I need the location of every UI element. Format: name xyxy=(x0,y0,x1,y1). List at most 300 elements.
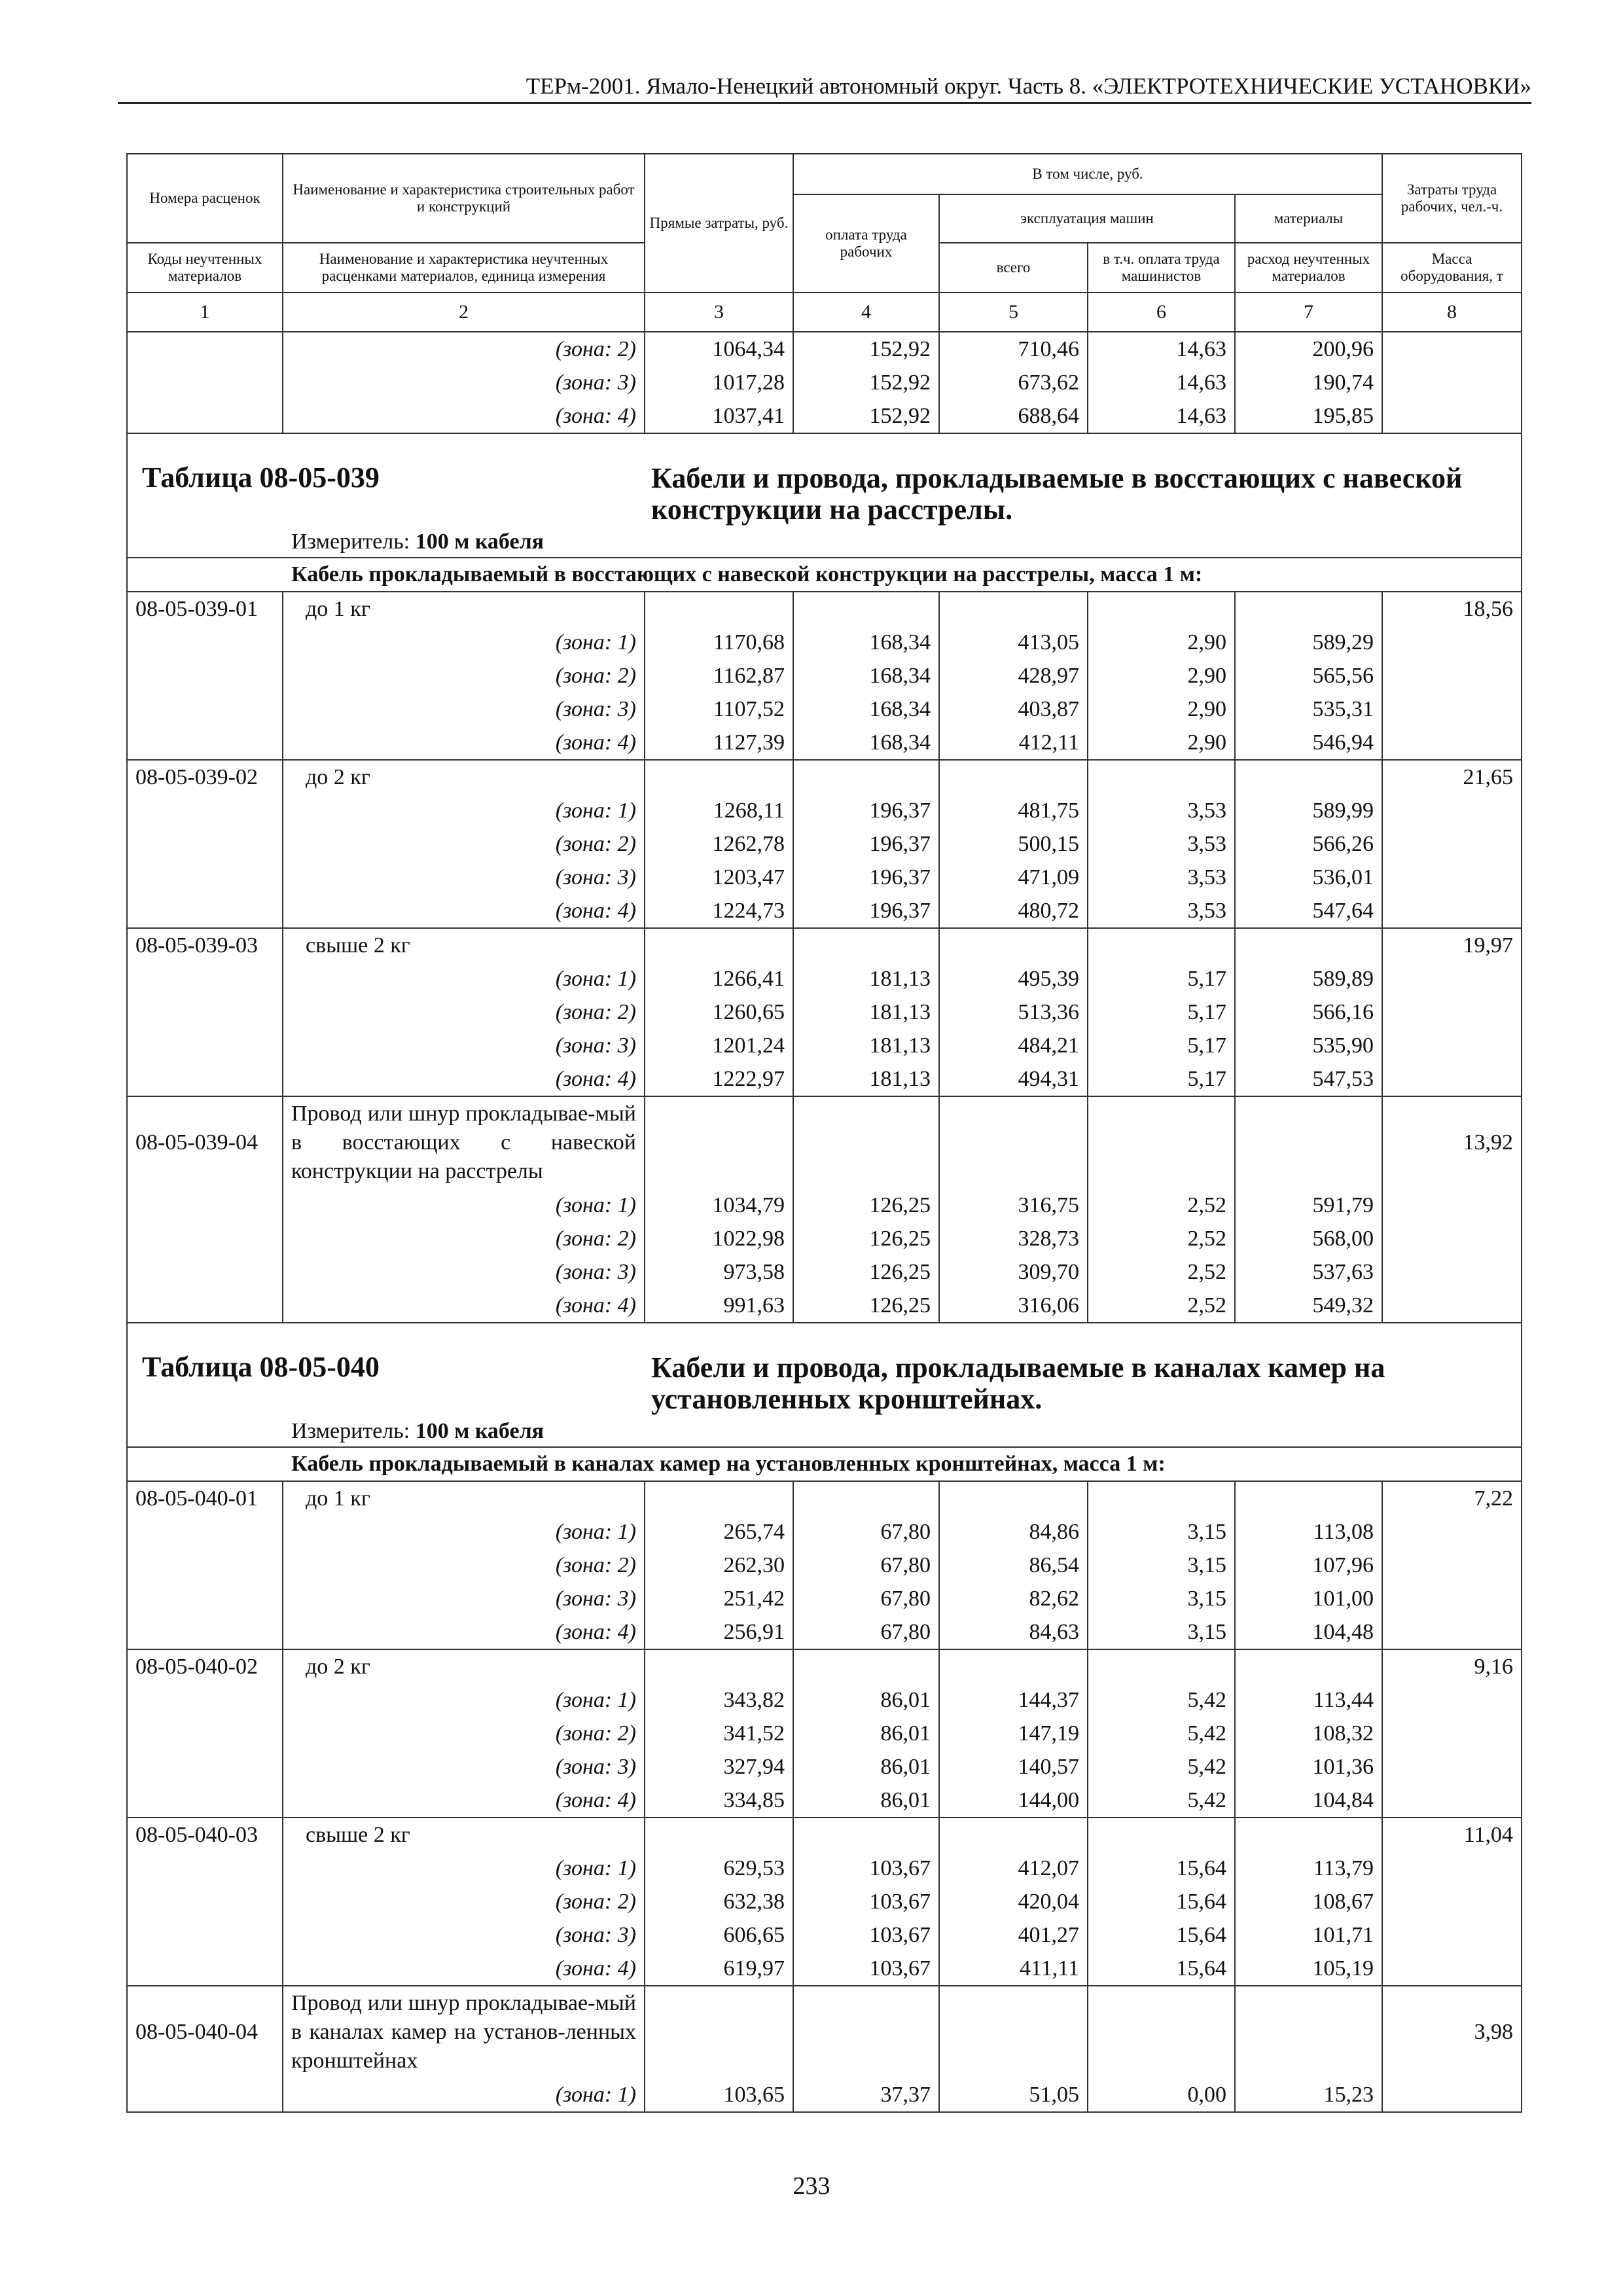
rate-item-row xyxy=(127,1818,1522,1852)
value-cell: 341,52 xyxy=(645,1717,793,1750)
value-cell: 3,15 xyxy=(1088,1615,1235,1649)
zone-label: (зона: 3) xyxy=(283,1582,645,1615)
code-cell xyxy=(127,399,283,433)
value-cell: 104,48 xyxy=(1235,1615,1382,1649)
code-cell xyxy=(127,1885,283,1918)
rate-name: свыше 2 кг xyxy=(283,1818,645,1852)
value-cell: 2,90 xyxy=(1088,692,1235,726)
code-cell xyxy=(127,1189,283,1222)
value-cell: 181,13 xyxy=(793,1062,939,1096)
zone-row xyxy=(127,1750,1522,1784)
value-cell: 535,31 xyxy=(1235,692,1382,726)
empty-cell xyxy=(1088,1986,1235,2078)
value-cell: 14,63 xyxy=(1088,332,1235,366)
rate-item-row xyxy=(127,1649,1522,1683)
value-cell: 113,44 xyxy=(1235,1683,1382,1717)
rate-name: до 1 кг xyxy=(283,1481,645,1515)
labor-cell xyxy=(1382,659,1522,692)
zone-row xyxy=(127,894,1522,928)
value-cell: 103,67 xyxy=(793,1918,939,1952)
labor-cell xyxy=(1382,692,1522,726)
zone-row xyxy=(127,626,1522,659)
value-cell: 537,63 xyxy=(1235,1255,1382,1289)
rate-item-row xyxy=(127,760,1522,794)
zone-row xyxy=(127,659,1522,692)
labor-cell xyxy=(1382,1549,1522,1582)
header-row xyxy=(127,154,1522,194)
value-cell: 2,52 xyxy=(1088,1289,1235,1323)
zone-label: (зона: 1) xyxy=(283,1683,645,1717)
column-number: 3 xyxy=(645,293,793,332)
value-cell: 1268,11 xyxy=(645,794,793,827)
labor-cell xyxy=(1382,1683,1522,1717)
header-operator-wages: в т.ч. оплата труда машинистов xyxy=(1088,243,1235,293)
code-cell xyxy=(127,827,283,861)
rate-name: свыше 2 кг xyxy=(283,928,645,962)
value-cell: 1260,65 xyxy=(645,996,793,1029)
zone-label: (зона: 4) xyxy=(283,1784,645,1818)
empty-cell xyxy=(1088,1649,1235,1683)
value-cell: 3,15 xyxy=(1088,1549,1235,1582)
unit-value: 100 м кабеля xyxy=(415,1419,544,1443)
zone-label: (зона: 2) xyxy=(283,1222,645,1255)
code-cell xyxy=(127,726,283,760)
zone-label: (зона: 1) xyxy=(283,626,645,659)
value-cell: 619,97 xyxy=(645,1952,793,1986)
value-cell: 103,65 xyxy=(645,2078,793,2112)
labor-cell xyxy=(1382,366,1522,399)
empty-cell xyxy=(1235,1481,1382,1515)
rate-name: до 1 кг xyxy=(283,592,645,626)
zone-row xyxy=(127,1549,1522,1582)
empty-cell xyxy=(939,1818,1088,1852)
header-equipment-mass: Масса оборудования, т xyxy=(1382,243,1522,293)
labor-cell xyxy=(1382,1515,1522,1549)
rate-item-row xyxy=(127,928,1522,962)
table-heading xyxy=(127,1323,1522,1447)
empty-cell xyxy=(645,1481,793,1515)
value-cell: 991,63 xyxy=(645,1289,793,1323)
value-cell: 126,25 xyxy=(793,1222,939,1255)
value-cell: 484,21 xyxy=(939,1029,1088,1062)
code-cell xyxy=(127,1784,283,1818)
table-heading xyxy=(127,433,1522,558)
labor-cost: 3,98 xyxy=(1382,1986,1522,2078)
zone-label: (зона: 4) xyxy=(283,1615,645,1649)
zone-label: (зона: 1) xyxy=(283,2078,645,2112)
empty-cell xyxy=(793,1649,939,1683)
zone-label: (зона: 1) xyxy=(283,1189,645,1222)
value-cell: 494,31 xyxy=(939,1062,1088,1096)
labor-cell xyxy=(1382,962,1522,996)
value-cell: 108,32 xyxy=(1235,1717,1382,1750)
value-cell: 1262,78 xyxy=(645,827,793,861)
value-cell: 420,04 xyxy=(939,1885,1088,1918)
labor-cost: 18,56 xyxy=(1382,592,1522,626)
value-cell: 3,53 xyxy=(1088,861,1235,894)
zone-row xyxy=(127,1952,1522,1986)
value-cell: 629,53 xyxy=(645,1852,793,1885)
zone-label: (зона: 2) xyxy=(283,1885,645,1918)
value-cell: 86,01 xyxy=(793,1683,939,1717)
header-machines-total: всего xyxy=(939,243,1088,293)
header-machine-operation: эксплуатация машин xyxy=(939,194,1235,243)
empty-cell xyxy=(793,1818,939,1852)
zone-label: (зона: 3) xyxy=(283,1255,645,1289)
value-cell: 195,85 xyxy=(1235,399,1382,433)
zone-label: (зона: 4) xyxy=(283,894,645,928)
value-cell: 3,53 xyxy=(1088,794,1235,827)
column-number: 4 xyxy=(793,293,939,332)
labor-cell xyxy=(1382,332,1522,366)
value-cell: 5,42 xyxy=(1088,1784,1235,1818)
column-number: 6 xyxy=(1088,293,1235,332)
code-cell xyxy=(127,1582,283,1615)
zone-label: (зона: 3) xyxy=(283,366,645,399)
code-cell xyxy=(127,1255,283,1289)
value-cell: 86,01 xyxy=(793,1717,939,1750)
zone-row xyxy=(127,726,1522,760)
code-cell xyxy=(127,1289,283,1323)
value-cell: 51,05 xyxy=(939,2078,1088,2112)
value-cell: 103,67 xyxy=(793,1885,939,1918)
rate-code: 08-05-039-01 xyxy=(127,592,283,626)
code-cell xyxy=(127,962,283,996)
value-cell: 480,72 xyxy=(939,894,1088,928)
value-cell: 147,19 xyxy=(939,1717,1088,1750)
header-material-consumption: расход неучтенных материалов xyxy=(1235,243,1382,293)
rate-code: 08-05-039-03 xyxy=(127,928,283,962)
table-unit xyxy=(291,1416,544,1446)
empty-cell xyxy=(793,760,939,794)
rate-name: Провод или шнур прокладывае-мый в каналах камер на установ-ленных кронштейнах xyxy=(283,1986,645,2078)
zone-label: (зона: 4) xyxy=(283,399,645,433)
empty-cell xyxy=(1235,1986,1382,2078)
value-cell: 108,67 xyxy=(1235,1885,1382,1918)
value-cell: 1170,68 xyxy=(645,626,793,659)
value-cell: 5,17 xyxy=(1088,1062,1235,1096)
value-cell: 403,87 xyxy=(939,692,1088,726)
unit-value: 100 м кабеля xyxy=(415,529,544,554)
zone-row xyxy=(127,827,1522,861)
value-cell: 411,11 xyxy=(939,1952,1088,1986)
value-cell: 606,65 xyxy=(645,1918,793,1952)
value-cell: 126,25 xyxy=(793,1289,939,1323)
value-cell: 168,34 xyxy=(793,726,939,760)
value-cell: 103,67 xyxy=(793,1852,939,1885)
value-cell: 471,09 xyxy=(939,861,1088,894)
empty-cell xyxy=(645,1986,793,2078)
value-cell: 549,32 xyxy=(1235,1289,1382,1323)
value-cell: 14,63 xyxy=(1088,399,1235,433)
value-cell: 190,74 xyxy=(1235,366,1382,399)
rate-item-row xyxy=(127,1986,1522,2078)
empty-cell xyxy=(793,592,939,626)
value-cell: 82,62 xyxy=(939,1582,1088,1615)
value-cell: 84,63 xyxy=(939,1615,1088,1649)
value-cell: 15,23 xyxy=(1235,2078,1382,2112)
labor-cell xyxy=(1382,894,1522,928)
empty-cell xyxy=(1235,928,1382,962)
labor-cost: 11,04 xyxy=(1382,1818,1522,1852)
zone-label: (зона: 1) xyxy=(283,1515,645,1549)
value-cell: 84,86 xyxy=(939,1515,1088,1549)
value-cell: 566,26 xyxy=(1235,827,1382,861)
value-cell: 67,80 xyxy=(793,1615,939,1649)
zone-label: (зона: 4) xyxy=(283,1952,645,1986)
labor-cell xyxy=(1382,861,1522,894)
empty-cell xyxy=(1088,1096,1235,1189)
value-cell: 2,52 xyxy=(1088,1189,1235,1222)
value-cell: 196,37 xyxy=(793,861,939,894)
empty-cell xyxy=(793,1096,939,1189)
header-materials: материалы xyxy=(1235,194,1382,243)
rate-item-row xyxy=(127,1096,1522,1189)
code-cell xyxy=(127,626,283,659)
header-rate-numbers: Номера расценок xyxy=(127,154,283,243)
empty-cell xyxy=(793,1481,939,1515)
labor-cost: 19,97 xyxy=(1382,928,1522,962)
labor-cell xyxy=(1382,1750,1522,1784)
value-cell: 126,25 xyxy=(793,1255,939,1289)
continuation-row xyxy=(127,399,1522,433)
value-cell: 428,97 xyxy=(939,659,1088,692)
labor-cell xyxy=(1382,1852,1522,1885)
zone-row xyxy=(127,1289,1522,1323)
value-cell: 3,53 xyxy=(1088,827,1235,861)
column-number: 7 xyxy=(1235,293,1382,332)
value-cell: 632,38 xyxy=(645,1885,793,1918)
value-cell: 412,07 xyxy=(939,1852,1088,1885)
page-number: 233 xyxy=(793,2172,830,2200)
labor-cost: 21,65 xyxy=(1382,760,1522,794)
code-cell xyxy=(127,996,283,1029)
value-cell: 168,34 xyxy=(793,659,939,692)
empty-cell xyxy=(645,928,793,962)
labor-cell xyxy=(1382,1717,1522,1750)
value-cell: 566,16 xyxy=(1235,996,1382,1029)
zone-label: (зона: 1) xyxy=(283,794,645,827)
value-cell: 104,84 xyxy=(1235,1784,1382,1818)
value-cell: 101,71 xyxy=(1235,1918,1382,1952)
value-cell: 710,46 xyxy=(939,332,1088,366)
code-cell xyxy=(127,1918,283,1952)
labor-cell xyxy=(1382,827,1522,861)
zone-label: (зона: 2) xyxy=(283,1717,645,1750)
value-cell: 113,08 xyxy=(1235,1515,1382,1549)
value-cell: 0,00 xyxy=(1088,2078,1235,2112)
code-cell xyxy=(127,366,283,399)
labor-cell xyxy=(1382,1029,1522,1062)
code-cell xyxy=(127,1717,283,1750)
value-cell: 1034,79 xyxy=(645,1189,793,1222)
value-cell: 15,64 xyxy=(1088,1952,1235,1986)
zone-row xyxy=(127,1255,1522,1289)
empty-cell xyxy=(939,1649,1088,1683)
value-cell: 67,80 xyxy=(793,1582,939,1615)
rate-name: до 2 кг xyxy=(283,1649,645,1683)
rate-code: 08-05-040-04 xyxy=(127,1986,283,2078)
column-number: 5 xyxy=(939,293,1088,332)
continuation-row xyxy=(127,366,1522,399)
empty-cell xyxy=(1088,760,1235,794)
unit-label: Измеритель: xyxy=(291,1419,416,1443)
zone-label: (зона: 4) xyxy=(283,726,645,760)
value-cell: 101,00 xyxy=(1235,1582,1382,1615)
code-cell xyxy=(127,1062,283,1096)
value-cell: 196,37 xyxy=(793,794,939,827)
value-cell: 1203,47 xyxy=(645,861,793,894)
value-cell: 181,13 xyxy=(793,1029,939,1062)
code-cell xyxy=(127,1615,283,1649)
code-cell xyxy=(127,894,283,928)
code-cell xyxy=(127,794,283,827)
zone-row xyxy=(127,996,1522,1029)
zone-label: (зона: 3) xyxy=(283,692,645,726)
value-cell: 14,63 xyxy=(1088,366,1235,399)
empty-cell xyxy=(939,592,1088,626)
labor-cell xyxy=(1382,794,1522,827)
zone-label: (зона: 2) xyxy=(283,332,645,366)
zone-label: (зона: 2) xyxy=(283,659,645,692)
table-body xyxy=(127,154,1522,2112)
value-cell: 196,37 xyxy=(793,894,939,928)
value-cell: 500,15 xyxy=(939,827,1088,861)
empty-cell xyxy=(1235,1096,1382,1189)
value-cell: 673,62 xyxy=(939,366,1088,399)
rate-item-row xyxy=(127,1481,1522,1515)
empty-cell xyxy=(1235,1818,1382,1852)
section-title: Кабель прокладываемый в восстающих с навеской конструкции на расстрелы, масса 1 м: xyxy=(127,558,1522,592)
zone-row xyxy=(127,1717,1522,1750)
labor-cell xyxy=(1382,1952,1522,1986)
zone-label: (зона: 3) xyxy=(283,1918,645,1952)
labor-cell xyxy=(1382,1784,1522,1818)
zone-label: (зона: 2) xyxy=(283,996,645,1029)
column-number: 8 xyxy=(1382,293,1522,332)
code-cell xyxy=(127,1852,283,1885)
value-cell: 1127,39 xyxy=(645,726,793,760)
value-cell: 67,80 xyxy=(793,1515,939,1549)
zone-label: (зона: 3) xyxy=(283,1029,645,1062)
zone-row xyxy=(127,1062,1522,1096)
value-cell: 152,92 xyxy=(793,399,939,433)
value-cell: 343,82 xyxy=(645,1683,793,1717)
value-cell: 5,17 xyxy=(1088,996,1235,1029)
header-direct-costs: Прямые затраты, руб. xyxy=(645,154,793,293)
value-cell: 1022,98 xyxy=(645,1222,793,1255)
code-cell xyxy=(127,1222,283,1255)
zone-label: (зона: 2) xyxy=(283,1549,645,1582)
code-cell xyxy=(127,861,283,894)
empty-cell xyxy=(1235,760,1382,794)
zone-row xyxy=(127,962,1522,996)
zone-row xyxy=(127,1515,1522,1549)
rate-name: до 2 кг xyxy=(283,760,645,794)
labor-cell xyxy=(1382,2078,1522,2112)
code-cell xyxy=(127,1952,283,1986)
rate-code: 08-05-040-02 xyxy=(127,1649,283,1683)
labor-cell xyxy=(1382,1222,1522,1255)
header-work-name: Наименование и характеристика строительных работ и конструкций xyxy=(283,154,645,243)
value-cell: 86,54 xyxy=(939,1549,1088,1582)
zone-row xyxy=(127,1852,1522,1885)
value-cell: 152,92 xyxy=(793,332,939,366)
unit-label: Измеритель: xyxy=(291,529,416,554)
value-cell: 5,17 xyxy=(1088,962,1235,996)
value-cell: 126,25 xyxy=(793,1189,939,1222)
value-cell: 2,52 xyxy=(1088,1255,1235,1289)
labor-cost: 9,16 xyxy=(1382,1649,1522,1683)
zone-row xyxy=(127,1918,1522,1952)
value-cell: 256,91 xyxy=(645,1615,793,1649)
value-cell: 536,01 xyxy=(1235,861,1382,894)
value-cell: 5,42 xyxy=(1088,1683,1235,1717)
zone-label: (зона: 1) xyxy=(283,1852,645,1885)
value-cell: 168,34 xyxy=(793,692,939,726)
zone-row xyxy=(127,1683,1522,1717)
labor-cell xyxy=(1382,1289,1522,1323)
value-cell: 401,27 xyxy=(939,1918,1088,1952)
value-cell: 1064,34 xyxy=(645,332,793,366)
empty-cell xyxy=(1235,1649,1382,1683)
rate-name: Провод или шнур прокладывае-мый в восстающих с навеской конструкции на расстрелы xyxy=(283,1096,645,1189)
zone-row xyxy=(127,2078,1522,2112)
running-head: ТЕРм-2001. Ямало-Ненецкий автономный округ. Часть 8. «ЭЛЕКТРОТЕХНИЧЕСКИЕ УСТАНОВКИ» xyxy=(118,71,1531,104)
value-cell: 535,90 xyxy=(1235,1029,1382,1062)
value-cell: 688,64 xyxy=(939,399,1088,433)
zone-row xyxy=(127,1615,1522,1649)
zone-label: (зона: 3) xyxy=(283,1750,645,1784)
zone-label: (зона: 4) xyxy=(283,1062,645,1096)
value-cell: 105,19 xyxy=(1235,1952,1382,1986)
empty-cell xyxy=(1088,928,1235,962)
zone-label: (зона: 3) xyxy=(283,861,645,894)
empty-cell xyxy=(645,592,793,626)
value-cell: 101,36 xyxy=(1235,1750,1382,1784)
labor-cell xyxy=(1382,1582,1522,1615)
table-title: Кабели и провода, прокладываемые в каналах камер на установленных кронштейнах. xyxy=(651,1352,1385,1415)
labor-cost: 7,22 xyxy=(1382,1481,1522,1515)
value-cell: 495,39 xyxy=(939,962,1088,996)
code-cell xyxy=(127,659,283,692)
value-cell: 3,15 xyxy=(1088,1582,1235,1615)
table-title: Кабели и провода, прокладываемые в восстающих с навеской конструкции на расстрелы. xyxy=(651,462,1463,526)
value-cell: 973,58 xyxy=(645,1255,793,1289)
empty-cell xyxy=(939,1481,1088,1515)
value-cell: 589,99 xyxy=(1235,794,1382,827)
rates-table xyxy=(126,153,1522,2113)
value-cell: 86,01 xyxy=(793,1784,939,1818)
header-labor-costs: Затраты труда рабочих, чел.-ч. xyxy=(1382,154,1522,243)
labor-cell xyxy=(1382,726,1522,760)
zone-label: (зона: 2) xyxy=(283,827,645,861)
column-number: 2 xyxy=(283,293,645,332)
empty-cell xyxy=(1088,1481,1235,1515)
zone-label: (зона: 1) xyxy=(283,962,645,996)
value-cell: 1017,28 xyxy=(645,366,793,399)
column-number: 1 xyxy=(127,293,283,332)
labor-cell xyxy=(1382,1255,1522,1289)
value-cell: 1222,97 xyxy=(645,1062,793,1096)
value-cell: 196,37 xyxy=(793,827,939,861)
code-cell xyxy=(127,1683,283,1717)
value-cell: 513,36 xyxy=(939,996,1088,1029)
zone-row xyxy=(127,861,1522,894)
value-cell: 591,79 xyxy=(1235,1189,1382,1222)
value-cell: 413,05 xyxy=(939,626,1088,659)
value-cell: 546,94 xyxy=(1235,726,1382,760)
